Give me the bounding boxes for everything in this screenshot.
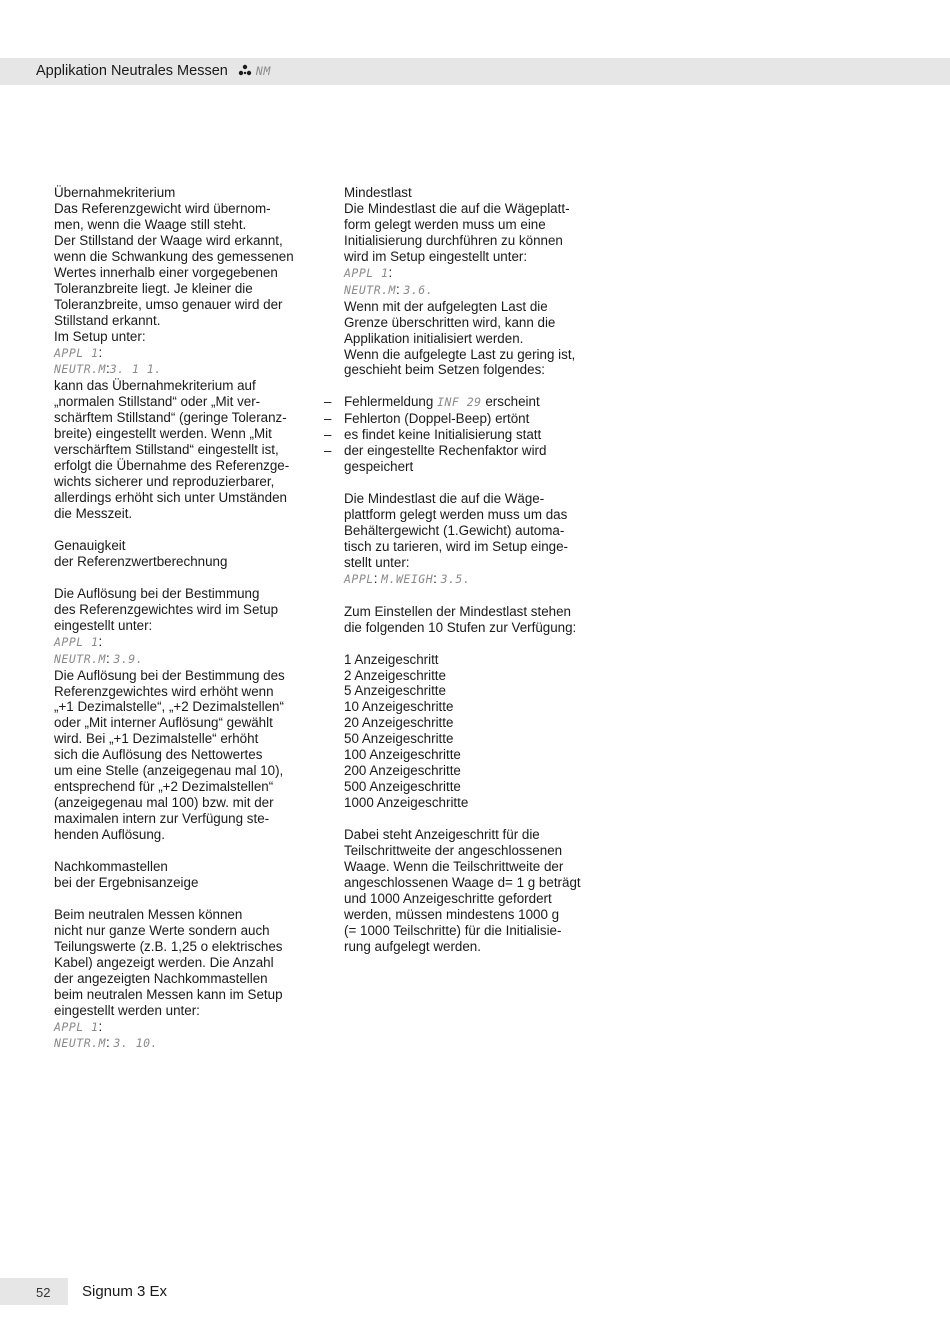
text-line: allerdings erhöht sich unter Umständen — [54, 490, 287, 506]
text-line: nicht nur ganze Werte sondern auch — [54, 922, 270, 938]
text-line: Der Stillstand der Waage wird erkannt, — [54, 232, 283, 248]
text-line: beim neutralen Messen kann im Setup — [54, 986, 283, 1002]
dash-marker: – — [324, 394, 332, 410]
text-line: Grenze überschritten wird, kann die — [344, 314, 556, 330]
text-line: wird. Bei „+1 Dezimalstelle“ erhöht — [54, 731, 259, 747]
bullet-item — [324, 443, 596, 459]
setup-path-line: NEUTR.M: 3.6. — [344, 281, 434, 297]
text-line: henden Auflösung. — [54, 827, 165, 843]
step-item: 2 Anzeigeschritte — [344, 667, 446, 683]
text-line: Die Mindestlast die auf die Wäge- — [344, 491, 545, 507]
text-line: Die Mindestlast die auf die Wägeplatt- — [344, 200, 570, 216]
text-line: die folgenden 10 Stufen zur Verfügung: — [344, 619, 577, 635]
text-line: Dabei steht Anzeigeschritt für die — [344, 827, 540, 843]
text-line: Referenzgewichtes wird erhöht wenn — [54, 683, 274, 699]
text-line: Teilungswerte (z.B. 1,25 o elektrisches — [54, 938, 283, 954]
display-code: APPL 1 — [54, 634, 99, 649]
display-code: NEUTR.M — [54, 1036, 106, 1051]
footer-page-box — [0, 1278, 68, 1305]
text-line: geschieht beim Setzen folgendes: — [344, 362, 545, 378]
text-line: tisch zu tarieren, wird im Setup einge- — [344, 538, 569, 554]
section-heading-nachkomma-2: bei der Ergebnisanzeige — [54, 874, 199, 890]
bullet-item — [324, 427, 596, 443]
setup-path-line: APPL 1: — [54, 633, 103, 649]
text-line: Die Auflösung bei der Bestimmung des — [54, 667, 285, 683]
text-line: Kabel) angezeigt werden. Die Anzahl — [54, 954, 274, 970]
text-line: entsprechend für „+2 Dezimalstellen“ — [54, 779, 274, 795]
display-code: NEUTR.M — [54, 362, 106, 377]
step-item: 1000 Anzeigeschritte — [344, 795, 469, 811]
left-column — [54, 185, 304, 1052]
setup-path-line: APPL 1: — [54, 344, 103, 360]
text-line: Im Setup unter: — [54, 328, 146, 344]
text-line: Toleranzbreite, umso genauer wird der — [54, 296, 283, 312]
header-title-text: Applikation Neutrales Messen — [36, 63, 228, 79]
section-heading-nachkomma: Nachkommastellen — [54, 858, 168, 874]
dash-marker: – — [324, 411, 332, 427]
step-item: 5 Anzeigeschritte — [344, 683, 446, 699]
display-code: APPL 1 — [54, 345, 99, 360]
text-line: die Messzeit. — [54, 506, 133, 522]
text-line: und 1000 Anzeigeschritte gefordert — [344, 890, 552, 906]
bullet-text: der eingestellte Rechenfaktor wird — [344, 443, 547, 459]
header-code: NM — [255, 64, 271, 78]
text-line: „+1 Dezimalstelle“, „+2 Dezimalstellen“ — [54, 699, 284, 715]
display-code: 3. 1 1. — [109, 362, 162, 377]
text-line: Beim neutralen Messen können — [54, 906, 243, 922]
text-line: Behältergewicht (1.Gewicht) automa- — [344, 522, 565, 538]
display-code: 3.5. — [440, 571, 471, 586]
text-line: sich die Auflösung des Nettowertes — [54, 747, 263, 763]
text-line: oder „Mit interner Auflösung“ gewählt — [54, 715, 273, 731]
setup-path-line: APPL 1: — [54, 1018, 103, 1034]
text-line: kann das Übernahmekriterium auf — [54, 378, 256, 394]
bullet-continuation: gespeichert — [344, 459, 414, 475]
step-item: 500 Anzeigeschritte — [344, 779, 461, 795]
text-line: wenn die Schwankung des gemessenen — [54, 248, 294, 264]
section-heading-genauigkeit-2: der Referenzwertberechnung — [54, 553, 228, 569]
display-code: APPL 1 — [54, 1019, 99, 1034]
text-line: schärftem Stillstand“ (geringe Toleranz- — [54, 410, 287, 426]
bullet-text: erscheint — [485, 394, 540, 410]
text-line: Wertes innerhalb einer vorgegebenen — [54, 264, 278, 280]
text-line: der angezeigten Nachkommastellen — [54, 970, 268, 986]
dash-marker: – — [324, 443, 332, 459]
text-line: erfolgt die Übernahme des Referenzge- — [54, 458, 290, 474]
section-heading-genauigkeit: Genauigkeit — [54, 537, 126, 553]
setup-path-line: APPL 1: — [344, 264, 393, 280]
setup-path-line: NEUTR.M: 3. 10. — [54, 1035, 158, 1051]
footer-product: Signum 3 Ex — [82, 1283, 168, 1300]
step-item: 1 Anzeigeschritt — [344, 651, 439, 667]
text-line: Zum Einstellen der Mindestlast stehen — [344, 603, 572, 619]
step-item: 10 Anzeigeschritte — [344, 699, 454, 715]
display-code: M.WEIGH — [381, 571, 434, 586]
text-line: verschärftem Stillstand“ eingestellt ist, — [54, 442, 279, 458]
text-line: eingestellt unter: — [54, 617, 153, 633]
text-line: eingestellt werden unter: — [54, 1002, 200, 1018]
display-code: NEUTR.M — [54, 651, 106, 666]
text-line: (anzeigegenau mal 100) bzw. mit der — [54, 795, 274, 811]
display-code: 3.9. — [113, 651, 144, 666]
display-code: INF 29 — [437, 395, 482, 410]
text-line: Teilschrittweite der angeschlossenen — [344, 843, 563, 858]
text-line: Waage. Wenn die Teilschrittweite der — [344, 858, 564, 874]
text-line: werden, müssen mindestens 1000 g — [344, 906, 560, 922]
setup-path-line: APPL: M.WEIGH: 3.5. — [344, 570, 471, 586]
text-line: stellt unter: — [344, 554, 410, 570]
display-code: 3.6. — [403, 282, 434, 297]
text-line: Wenn die aufgelegte Last zu gering ist, — [344, 346, 576, 362]
step-item: 200 Anzeigeschritte — [344, 763, 461, 779]
display-code: APPL — [344, 571, 374, 586]
text-line: um eine Stelle (anzeigegenau mal 10), — [54, 763, 284, 779]
display-code: 3. 10. — [113, 1036, 158, 1051]
page-number: 52 — [36, 1285, 51, 1300]
bullet-text: Fehlerton (Doppel-Beep) ertönt — [344, 411, 530, 427]
display-code: APPL 1 — [344, 265, 389, 280]
step-item: 100 Anzeigeschritte — [344, 747, 461, 763]
text-line: Die Auflösung bei der Bestimmung — [54, 585, 260, 601]
text-line: Applikation initialisiert werden. — [344, 330, 524, 346]
text-line: plattform gelegt werden muss um das — [344, 507, 568, 523]
display-code: NEUTR.M — [344, 282, 396, 297]
text-line: Toleranzbreite liegt. Je kleiner die — [54, 280, 253, 296]
section-heading-mindestlast: Mindestlast — [344, 185, 412, 200]
right-column — [324, 185, 596, 955]
text-line: (= 1000 Teilschritte) für die Initialisie- — [344, 922, 562, 938]
dash-marker: – — [324, 427, 332, 443]
text-line: Initialisierung durchführen zu können — [344, 232, 563, 248]
section-heading-uebernahme: Übernahmekriterium — [54, 185, 176, 200]
text-line: wird im Setup eingestellt unter: — [344, 248, 528, 264]
text-line: Stillstand erkannt. — [54, 312, 161, 328]
text-line: rung aufgelegt werden. — [344, 938, 481, 954]
header-band — [0, 58, 950, 85]
bullet-item — [324, 394, 596, 411]
step-item: 20 Anzeigeschritte — [344, 715, 454, 731]
text-line: des Referenzgewichtes wird im Setup — [54, 601, 279, 617]
bullet-text: es findet keine Initialisierung statt — [344, 427, 542, 443]
step-item: 50 Anzeigeschritte — [344, 731, 454, 747]
bullet-text: Fehlermeldung — [344, 394, 434, 410]
text-line: form gelegt werden muss um eine — [344, 216, 546, 232]
header-title — [36, 63, 271, 80]
text-line: Das Referenzgewicht wird übernom- — [54, 200, 271, 216]
bullet-item — [324, 411, 596, 427]
text-line: Wenn mit der aufgelegten Last die — [344, 298, 548, 314]
text-line: breite) eingestellt werden. Wenn „Mit — [54, 426, 272, 442]
setup-path-line: NEUTR.M: 3.9. — [54, 650, 144, 666]
neutral-measuring-icon — [238, 64, 252, 80]
text-line: „normalen Stillstand“ oder „Mit ver- — [54, 394, 261, 410]
setup-path-line: NEUTR.M:3. 1 1. — [54, 361, 162, 377]
text-line: maximalen intern zur Verfügung ste- — [54, 811, 270, 827]
text-line: angeschlossenen Waage d= 1 g beträgt — [344, 874, 581, 890]
text-line: men, wenn die Waage still steht. — [54, 216, 247, 232]
text-line: wichts sicherer und reproduzierbarer, — [54, 474, 275, 490]
